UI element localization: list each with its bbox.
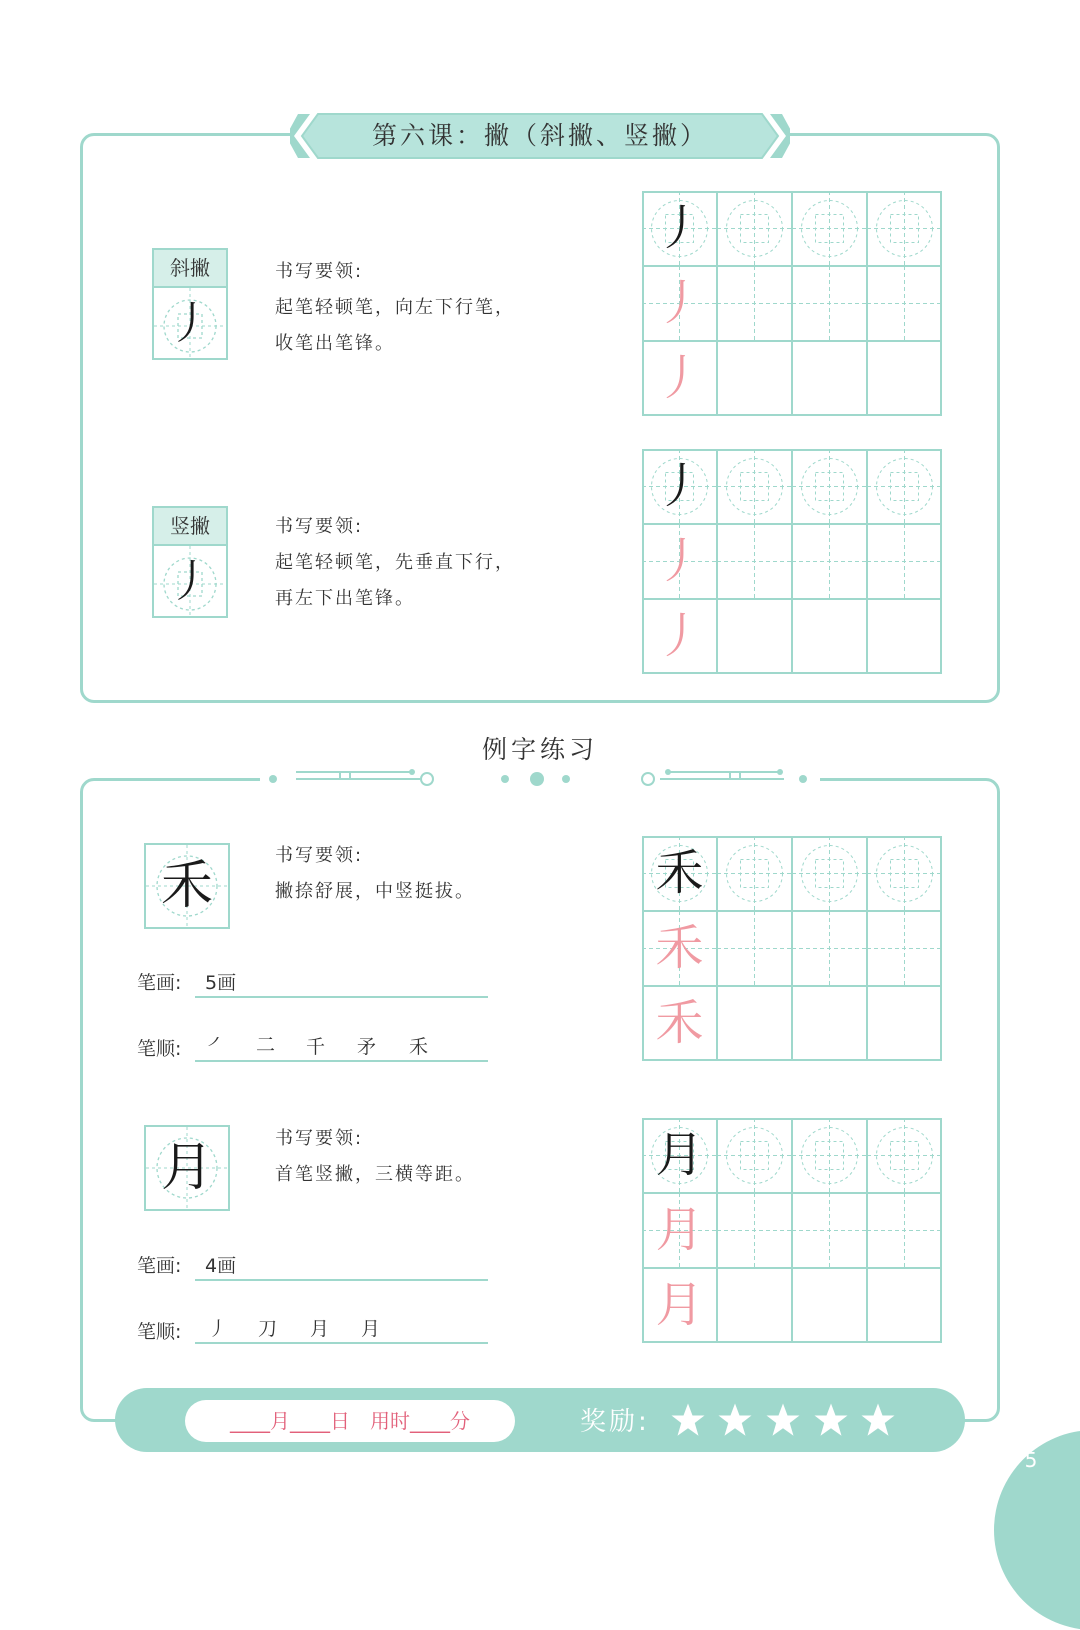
model-glyph: 丿 bbox=[655, 458, 704, 514]
stroke-order-step: 刀 bbox=[258, 1318, 278, 1340]
stroke-order-label: 笔顺: bbox=[137, 1038, 182, 1060]
stroke-order-step: 二 bbox=[256, 1034, 276, 1056]
reward-star-icon[interactable] bbox=[717, 1402, 753, 1438]
stroke-order-step: 丿 bbox=[208, 1318, 228, 1340]
tip-title: 书写要领: bbox=[275, 845, 364, 866]
stroke-glyph: 丿 bbox=[168, 556, 212, 607]
date-time-field[interactable]: ____月____日 用时____分 bbox=[230, 1409, 470, 1433]
stroke-order-step: 禾 bbox=[409, 1036, 429, 1058]
stroke-name: 斜撇 bbox=[154, 250, 226, 288]
field-underline bbox=[195, 1279, 488, 1281]
trace-glyph: 丿 bbox=[655, 275, 704, 331]
stroke-order-step: 矛 bbox=[357, 1036, 377, 1058]
model-glyph: 丿 bbox=[655, 200, 704, 256]
tip-title: 书写要领: bbox=[275, 516, 364, 537]
stroke-count-label: 笔画: bbox=[137, 972, 182, 994]
section-divider-ornament bbox=[260, 764, 820, 794]
tip-line: 起笔轻顿笔，先垂直下行， bbox=[275, 552, 515, 573]
stroke-order-step: 月 bbox=[310, 1318, 330, 1340]
model-glyph: 月 bbox=[655, 1127, 704, 1183]
stroke-glyph: 丿 bbox=[168, 298, 212, 349]
reward-star-icon[interactable] bbox=[813, 1402, 849, 1438]
reward-label: 奖励: bbox=[580, 1407, 650, 1437]
field-underline bbox=[195, 996, 488, 998]
section-title: 例字练习 bbox=[481, 735, 598, 764]
tip-title: 书写要领: bbox=[275, 261, 364, 282]
practice-grid-he[interactable] bbox=[642, 836, 942, 1061]
trace-glyph: 丿 bbox=[655, 533, 704, 589]
stroke-order-step: 月 bbox=[361, 1318, 381, 1340]
example-char: 月 bbox=[160, 1138, 213, 1198]
reward-star-icon[interactable] bbox=[670, 1402, 706, 1438]
tip-line: 首笔竖撇，三横等距。 bbox=[275, 1164, 475, 1185]
tip-line: 再左下出笔锋。 bbox=[275, 588, 415, 609]
tip-line: 收笔出笔锋。 bbox=[275, 333, 395, 354]
field-underline bbox=[195, 1060, 488, 1062]
reward-star-icon[interactable] bbox=[765, 1402, 801, 1438]
stroke-count-value: 5画 bbox=[205, 972, 237, 994]
tip-title: 书写要领: bbox=[275, 1128, 364, 1149]
tip-line: 撇捺舒展，中竖挺拔。 bbox=[275, 881, 475, 902]
model-glyph: 禾 bbox=[655, 845, 704, 901]
stroke-order-label: 笔顺: bbox=[137, 1321, 182, 1343]
lesson-title: 第六课：撇（斜撇、竖撇） bbox=[371, 121, 708, 150]
stroke-name: 竖撇 bbox=[154, 508, 226, 546]
trace-glyph: 禾 bbox=[655, 995, 704, 1051]
field-underline bbox=[195, 1342, 488, 1344]
stroke-order-step: ㇒ bbox=[207, 1034, 227, 1056]
example-char-box bbox=[144, 843, 230, 929]
stroke-card-xiepie bbox=[152, 248, 228, 360]
stroke-order-step: 千 bbox=[306, 1036, 326, 1058]
tip-line: 起笔轻顿笔，向左下行笔， bbox=[275, 297, 515, 318]
stroke-count-label: 笔画: bbox=[137, 1255, 182, 1277]
practice-grid-xiepie[interactable] bbox=[642, 191, 942, 416]
reward-star-icon[interactable] bbox=[860, 1402, 896, 1438]
trace-glyph: 丿 bbox=[655, 350, 704, 406]
example-char: 禾 bbox=[160, 856, 213, 916]
trace-glyph: 丿 bbox=[655, 608, 704, 664]
example-char-box bbox=[144, 1125, 230, 1211]
trace-glyph: 月 bbox=[655, 1202, 704, 1258]
trace-glyph: 月 bbox=[655, 1277, 704, 1333]
trace-glyph: 禾 bbox=[655, 920, 704, 976]
lesson-title-banner bbox=[290, 112, 790, 160]
stroke-count-value: 4画 bbox=[205, 1255, 237, 1277]
practice-grid-yue[interactable] bbox=[642, 1118, 942, 1343]
stroke-card-shupie bbox=[152, 506, 228, 618]
page-number: 5 bbox=[1024, 1448, 1038, 1472]
practice-grid-shupie[interactable] bbox=[642, 449, 942, 674]
